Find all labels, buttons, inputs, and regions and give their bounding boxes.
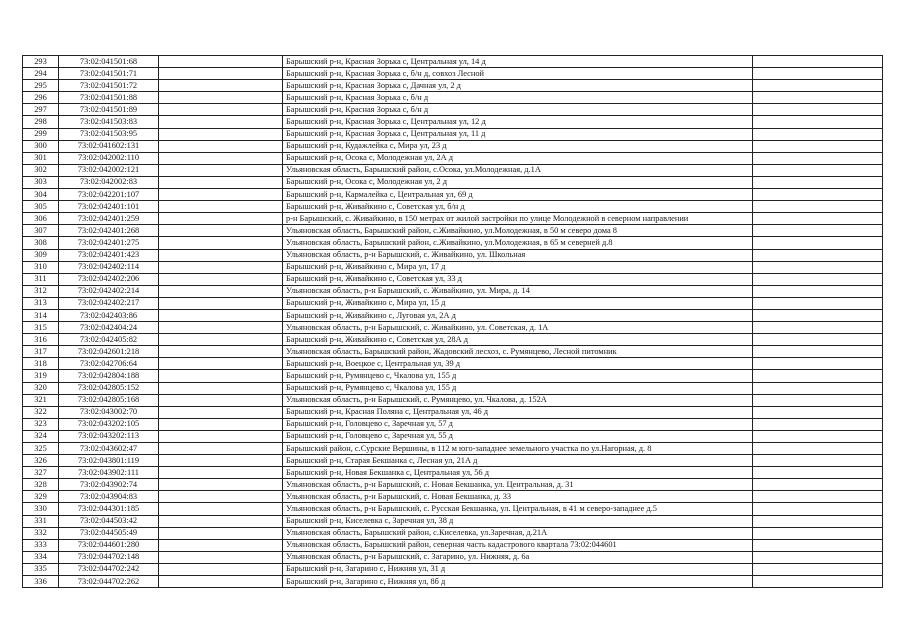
empty-cell [159,346,283,358]
row-number-cell: 310 [23,261,59,273]
empty-cell [159,491,283,503]
table-row [23,309,883,321]
address-cell: Барышский р-н, Красная Зорька с, Центральная ул, 12 д [283,116,753,128]
empty-cell [159,104,283,116]
row-number-cell: 316 [23,334,59,346]
empty-cell [753,80,883,92]
address-cell: Ульяновская область, Барышский район, с.Осока, ул.Молодежная, д.1А [283,164,753,176]
address-cell: Барышский р-н, Загарино с, Нижняя ул, 8б д [283,576,753,588]
empty-cell [753,92,883,104]
cadastral-number-cell: 73:02:041501:71 [59,68,159,80]
address-cell: Барышский р-н, Красная Зорька с, Дачная ул, 2 д [283,80,753,92]
address-cell: Барышский р-н, Красная Зорька с, Центральная ул, 11 д [283,128,753,140]
address-cell: Барышский р-н, Головцево с, Заречная ул, 55 д [283,430,753,442]
row-number-cell: 317 [23,346,59,358]
address-cell: Ульяновская область, Барышский район, северная часть кадастрового квартала 73:02:044601 [283,539,753,551]
cadastral-number-cell: 73:02:041501:68 [59,56,159,68]
address-cell: Барышский р-н, Румянцево с, Чкалова ул, 155 д [283,382,753,394]
address-cell: Ульяновская область, р-н Барышский, с. Живайкино, ул. Советская, д. 1А [283,322,753,334]
empty-cell [159,92,283,104]
table-row [23,539,883,551]
row-number-cell: 321 [23,394,59,406]
table-row [23,346,883,358]
empty-cell [159,503,283,515]
row-number-cell: 302 [23,164,59,176]
address-cell: Барышский р-н, Красная Зорька с, Центральная ул, 14 д [283,56,753,68]
empty-cell [753,309,883,321]
empty-cell [753,213,883,225]
row-number-cell: 329 [23,491,59,503]
empty-cell [159,176,283,188]
table-row [23,455,883,467]
empty-cell [159,394,283,406]
empty-cell [753,527,883,539]
row-number-cell: 309 [23,249,59,261]
row-number-cell: 308 [23,237,59,249]
table-row [23,249,883,261]
row-number-cell: 299 [23,128,59,140]
row-number-cell: 313 [23,297,59,309]
row-number-cell: 296 [23,92,59,104]
cadastral-number-cell: 73:02:042804:188 [59,370,159,382]
table-row [23,563,883,575]
table-row [23,334,883,346]
cadastral-number-cell: 73:02:042002:83 [59,176,159,188]
empty-cell [159,213,283,225]
empty-cell [753,576,883,588]
table-row [23,576,883,588]
row-number-cell: 333 [23,539,59,551]
row-number-cell: 331 [23,515,59,527]
cadastral-number-cell: 73:02:042401:423 [59,249,159,261]
cadastral-number-cell: 73:02:044702:262 [59,576,159,588]
table-row [23,176,883,188]
table-row [23,382,883,394]
row-number-cell: 297 [23,104,59,116]
table-row [23,491,883,503]
cadastral-number-cell: 73:02:042201:107 [59,189,159,201]
table-row [23,322,883,334]
address-cell: Барышский р-н, Живайкино с, Мира ул, 17 д [283,261,753,273]
table-row [23,467,883,479]
table-row [23,551,883,563]
address-cell: Ульяновская область, р-н Барышский, с. Румянцево, ул. Чкалова, д. 152А [283,394,753,406]
table-row [23,515,883,527]
empty-cell [159,467,283,479]
address-cell: Барышский р-н, Красная Зорька с, б/н д, совхоз Лесной [283,68,753,80]
table-row [23,68,883,80]
row-number-cell: 303 [23,176,59,188]
empty-cell [753,116,883,128]
address-cell: Барышский р-н, Воецкое с, Центральная ул, 39 д [283,358,753,370]
empty-cell [753,140,883,152]
row-number-cell: 295 [23,80,59,92]
cadastral-table [22,55,883,588]
empty-cell [159,128,283,140]
empty-cell [753,382,883,394]
address-cell: Барышский р-н, Живайкино с, Советская ул, б/н д [283,201,753,213]
empty-cell [753,189,883,201]
address-cell: Барышский р-н, Красная Зорька с, б/н д [283,92,753,104]
cadastral-number-cell: 73:02:041501:88 [59,92,159,104]
empty-cell [753,261,883,273]
empty-cell [159,406,283,418]
empty-cell [159,249,283,261]
empty-cell [159,358,283,370]
empty-cell [753,201,883,213]
empty-cell [753,225,883,237]
row-number-cell: 306 [23,213,59,225]
cadastral-number-cell: 73:02:042002:121 [59,164,159,176]
empty-cell [159,273,283,285]
row-number-cell: 325 [23,443,59,455]
empty-cell [753,164,883,176]
address-cell: р-н Барышский, с. Живайкино, в 150 метрах от жилой застройки по улице Молодежной в северном направлении [283,213,753,225]
address-cell: Барышский р-н, Живайкино с, Мира ул, 15 д [283,297,753,309]
empty-cell [159,370,283,382]
table-row [23,104,883,116]
row-number-cell: 301 [23,152,59,164]
empty-cell [753,418,883,430]
table-row [23,370,883,382]
cadastral-number-cell: 73:02:042401:275 [59,237,159,249]
empty-cell [753,394,883,406]
table-body [23,56,883,588]
cadastral-number-cell: 73:02:041501:89 [59,104,159,116]
cadastral-number-cell: 73:02:042401:101 [59,201,159,213]
empty-cell [159,455,283,467]
table-row [23,430,883,442]
cadastral-number-cell: 73:02:043602:47 [59,443,159,455]
empty-cell [159,551,283,563]
empty-cell [159,479,283,491]
empty-cell [753,68,883,80]
empty-cell [753,515,883,527]
row-number-cell: 320 [23,382,59,394]
row-number-cell: 323 [23,418,59,430]
table-row [23,394,883,406]
address-cell: Барышский р-н, Старая Бекшанка с, Лесная ул, 21А д [283,455,753,467]
address-cell: Барышский р-н, Загарино с, Нижняя ул, 31 д [283,563,753,575]
row-number-cell: 322 [23,406,59,418]
cadastral-number-cell: 73:02:044702:242 [59,563,159,575]
row-number-cell: 328 [23,479,59,491]
address-cell: Ульяновская область, р-н Барышский, с. Новая Бекшанка, д. 33 [283,491,753,503]
cadastral-number-cell: 73:02:043902:74 [59,479,159,491]
empty-cell [159,152,283,164]
address-cell: Ульяновская область, р-н Барышский, с. Загарино, ул. Нижняя, д. 6а [283,551,753,563]
address-cell: Барышский р-н, Кармалейка с, Центральная ул, 69 д [283,189,753,201]
cadastral-number-cell: 73:02:043002:70 [59,406,159,418]
empty-cell [753,322,883,334]
table-row [23,164,883,176]
empty-cell [753,358,883,370]
empty-cell [159,334,283,346]
address-cell: Ульяновская область, Барышский район, Жадовский лесхоз, с. Румянцево, Лесной питомник [283,346,753,358]
cadastral-number-cell: 73:02:042805:152 [59,382,159,394]
row-number-cell: 334 [23,551,59,563]
table-row [23,128,883,140]
cadastral-number-cell: 73:02:044702:148 [59,551,159,563]
table-row [23,201,883,213]
cadastral-number-cell: 73:02:041503:83 [59,116,159,128]
row-number-cell: 294 [23,68,59,80]
empty-cell [159,189,283,201]
table-row [23,80,883,92]
empty-cell [753,249,883,261]
empty-cell [753,455,883,467]
empty-cell [159,418,283,430]
row-number-cell: 335 [23,563,59,575]
empty-cell [159,201,283,213]
empty-cell [753,285,883,297]
table-row [23,225,883,237]
empty-cell [753,491,883,503]
address-cell: Ульяновская область, р-н Барышский, с. Живайкино, ул. Мира, д. 14 [283,285,753,297]
address-cell: Барышский р-н, Живайкино с, Луговая ул, 2А д [283,309,753,321]
address-cell: Барышский район, с.Сурские Вершины, в 112 м юго-западнее земельного участка по ул.Нагорная, д. 8 [283,443,753,455]
row-number-cell: 311 [23,273,59,285]
empty-cell [753,467,883,479]
row-number-cell: 318 [23,358,59,370]
row-number-cell: 305 [23,201,59,213]
address-cell: Барышский р-н, Киселевка с, Заречная ул, 38 д [283,515,753,527]
empty-cell [753,551,883,563]
table-row [23,213,883,225]
address-cell: Барышский р-н, Живайкино с, Советская ул, 33 д [283,273,753,285]
empty-cell [753,503,883,515]
empty-cell [159,382,283,394]
cadastral-number-cell: 73:02:042706:64 [59,358,159,370]
cadastral-number-cell: 73:02:044503:42 [59,515,159,527]
row-number-cell: 293 [23,56,59,68]
cadastral-number-cell: 73:02:043902:111 [59,467,159,479]
empty-cell [753,443,883,455]
row-number-cell: 307 [23,225,59,237]
address-cell: Ульяновская область, р-н Барышский, с. Новая Бекшанка, ул. Центральная, д. 31 [283,479,753,491]
cadastral-number-cell: 73:02:043202:105 [59,418,159,430]
cadastral-number-cell: 73:02:044301:185 [59,503,159,515]
cadastral-number-cell: 73:02:044601:280 [59,539,159,551]
address-cell: Барышский р-н, Красная Поляна с, Центральная ул, 46 д [283,406,753,418]
row-number-cell: 300 [23,140,59,152]
row-number-cell: 327 [23,467,59,479]
empty-cell [159,322,283,334]
empty-cell [159,309,283,321]
table-row [23,273,883,285]
cadastral-number-cell: 73:02:043904:83 [59,491,159,503]
table-row [23,56,883,68]
empty-cell [159,116,283,128]
empty-cell [753,273,883,285]
cadastral-number-cell: 73:02:042402:114 [59,261,159,273]
address-cell: Барышский р-н, Румянцево с, Чкалова ул, 155 д [283,370,753,382]
empty-cell [159,297,283,309]
address-cell: Барышский р-н, Осока с, Молодежная ул, 2А д [283,152,753,164]
empty-cell [159,285,283,297]
empty-cell [753,430,883,442]
empty-cell [159,515,283,527]
address-cell: Барышский р-н, Красная Зорька с, б/н д [283,104,753,116]
empty-cell [753,539,883,551]
empty-cell [753,56,883,68]
table-row [23,418,883,430]
row-number-cell: 312 [23,285,59,297]
address-cell: Барышский р-н, Живайкино с, Советская ул, 28А д [283,334,753,346]
address-cell: Ульяновская область, Барышский район, с.Живайкино, ул.Молодежная, в 50 м северо дома 8 [283,225,753,237]
table-row [23,92,883,104]
row-number-cell: 330 [23,503,59,515]
address-cell: Ульяновская область, Барышский район, с.Киселевка, ул.Заречная, д.21А [283,527,753,539]
empty-cell [159,164,283,176]
table-row [23,527,883,539]
row-number-cell: 324 [23,430,59,442]
cadastral-number-cell: 73:02:042402:217 [59,297,159,309]
empty-cell [753,406,883,418]
table-row [23,503,883,515]
cadastral-number-cell: 73:02:042402:206 [59,273,159,285]
address-cell: Барышский р-н, Новая Бекшанка с, Центральная ул, 56 д [283,467,753,479]
empty-cell [159,563,283,575]
table-row [23,479,883,491]
cadastral-number-cell: 73:02:041503:95 [59,128,159,140]
empty-cell [753,334,883,346]
cadastral-number-cell: 73:02:042405:82 [59,334,159,346]
address-cell: Барышский р-н, Кудажлейка с, Мира ул, 23 д [283,140,753,152]
empty-cell [159,430,283,442]
empty-cell [159,261,283,273]
row-number-cell: 304 [23,189,59,201]
row-number-cell: 326 [23,455,59,467]
empty-cell [159,68,283,80]
empty-cell [753,297,883,309]
empty-cell [753,152,883,164]
cadastral-number-cell: 73:02:043202:113 [59,430,159,442]
cadastral-number-cell: 73:02:042402:214 [59,285,159,297]
cadastral-number-cell: 73:02:041501:72 [59,80,159,92]
row-number-cell: 319 [23,370,59,382]
table-row [23,358,883,370]
empty-cell [753,237,883,249]
address-cell: Барышский р-н, Осока с, Молодежная ул, 2 д [283,176,753,188]
row-number-cell: 315 [23,322,59,334]
table-row [23,285,883,297]
table-row [23,406,883,418]
cadastral-number-cell: 73:02:042601:218 [59,346,159,358]
cadastral-number-cell: 73:02:042401:268 [59,225,159,237]
empty-cell [159,225,283,237]
table-row [23,261,883,273]
row-number-cell: 298 [23,116,59,128]
empty-cell [159,527,283,539]
cadastral-number-cell: 73:02:042805:168 [59,394,159,406]
address-cell: Ульяновская область, р-н Барышский, с. Живайкино, ул. Школьная [283,249,753,261]
empty-cell [753,370,883,382]
empty-cell [159,80,283,92]
cadastral-number-cell: 73:02:041602:131 [59,140,159,152]
cadastral-number-cell: 73:02:042002:110 [59,152,159,164]
empty-cell [159,539,283,551]
cadastral-number-cell: 73:02:044505:49 [59,527,159,539]
cadastral-number-cell: 73:02:042403:86 [59,309,159,321]
empty-cell [753,479,883,491]
empty-cell [159,237,283,249]
table-row [23,189,883,201]
cadastral-number-cell: 73:02:043801:119 [59,455,159,467]
table-row [23,237,883,249]
empty-cell [753,346,883,358]
address-cell: Ульяновская область, р-н Барышский, с. Русская Бекшанка, ул. Центральная, в 41 м северо-западнее д.5 [283,503,753,515]
address-cell: Ульяновская область, Барышский район, с.Живайкино, ул.Молодежная, в 65 м северней д.8 [283,237,753,249]
empty-cell [753,104,883,116]
row-number-cell: 336 [23,576,59,588]
empty-cell [159,443,283,455]
empty-cell [753,563,883,575]
table-row [23,443,883,455]
cadastral-number-cell: 73:02:042404:24 [59,322,159,334]
empty-cell [159,140,283,152]
table-row [23,297,883,309]
table-row [23,152,883,164]
address-cell: Барышский р-н, Головцево с, Заречная ул, 57 д [283,418,753,430]
table-row [23,140,883,152]
row-number-cell: 332 [23,527,59,539]
empty-cell [753,176,883,188]
row-number-cell: 314 [23,309,59,321]
empty-cell [159,56,283,68]
cadastral-number-cell: 73:02:042401:259 [59,213,159,225]
empty-cell [753,128,883,140]
table-row [23,116,883,128]
empty-cell [159,576,283,588]
